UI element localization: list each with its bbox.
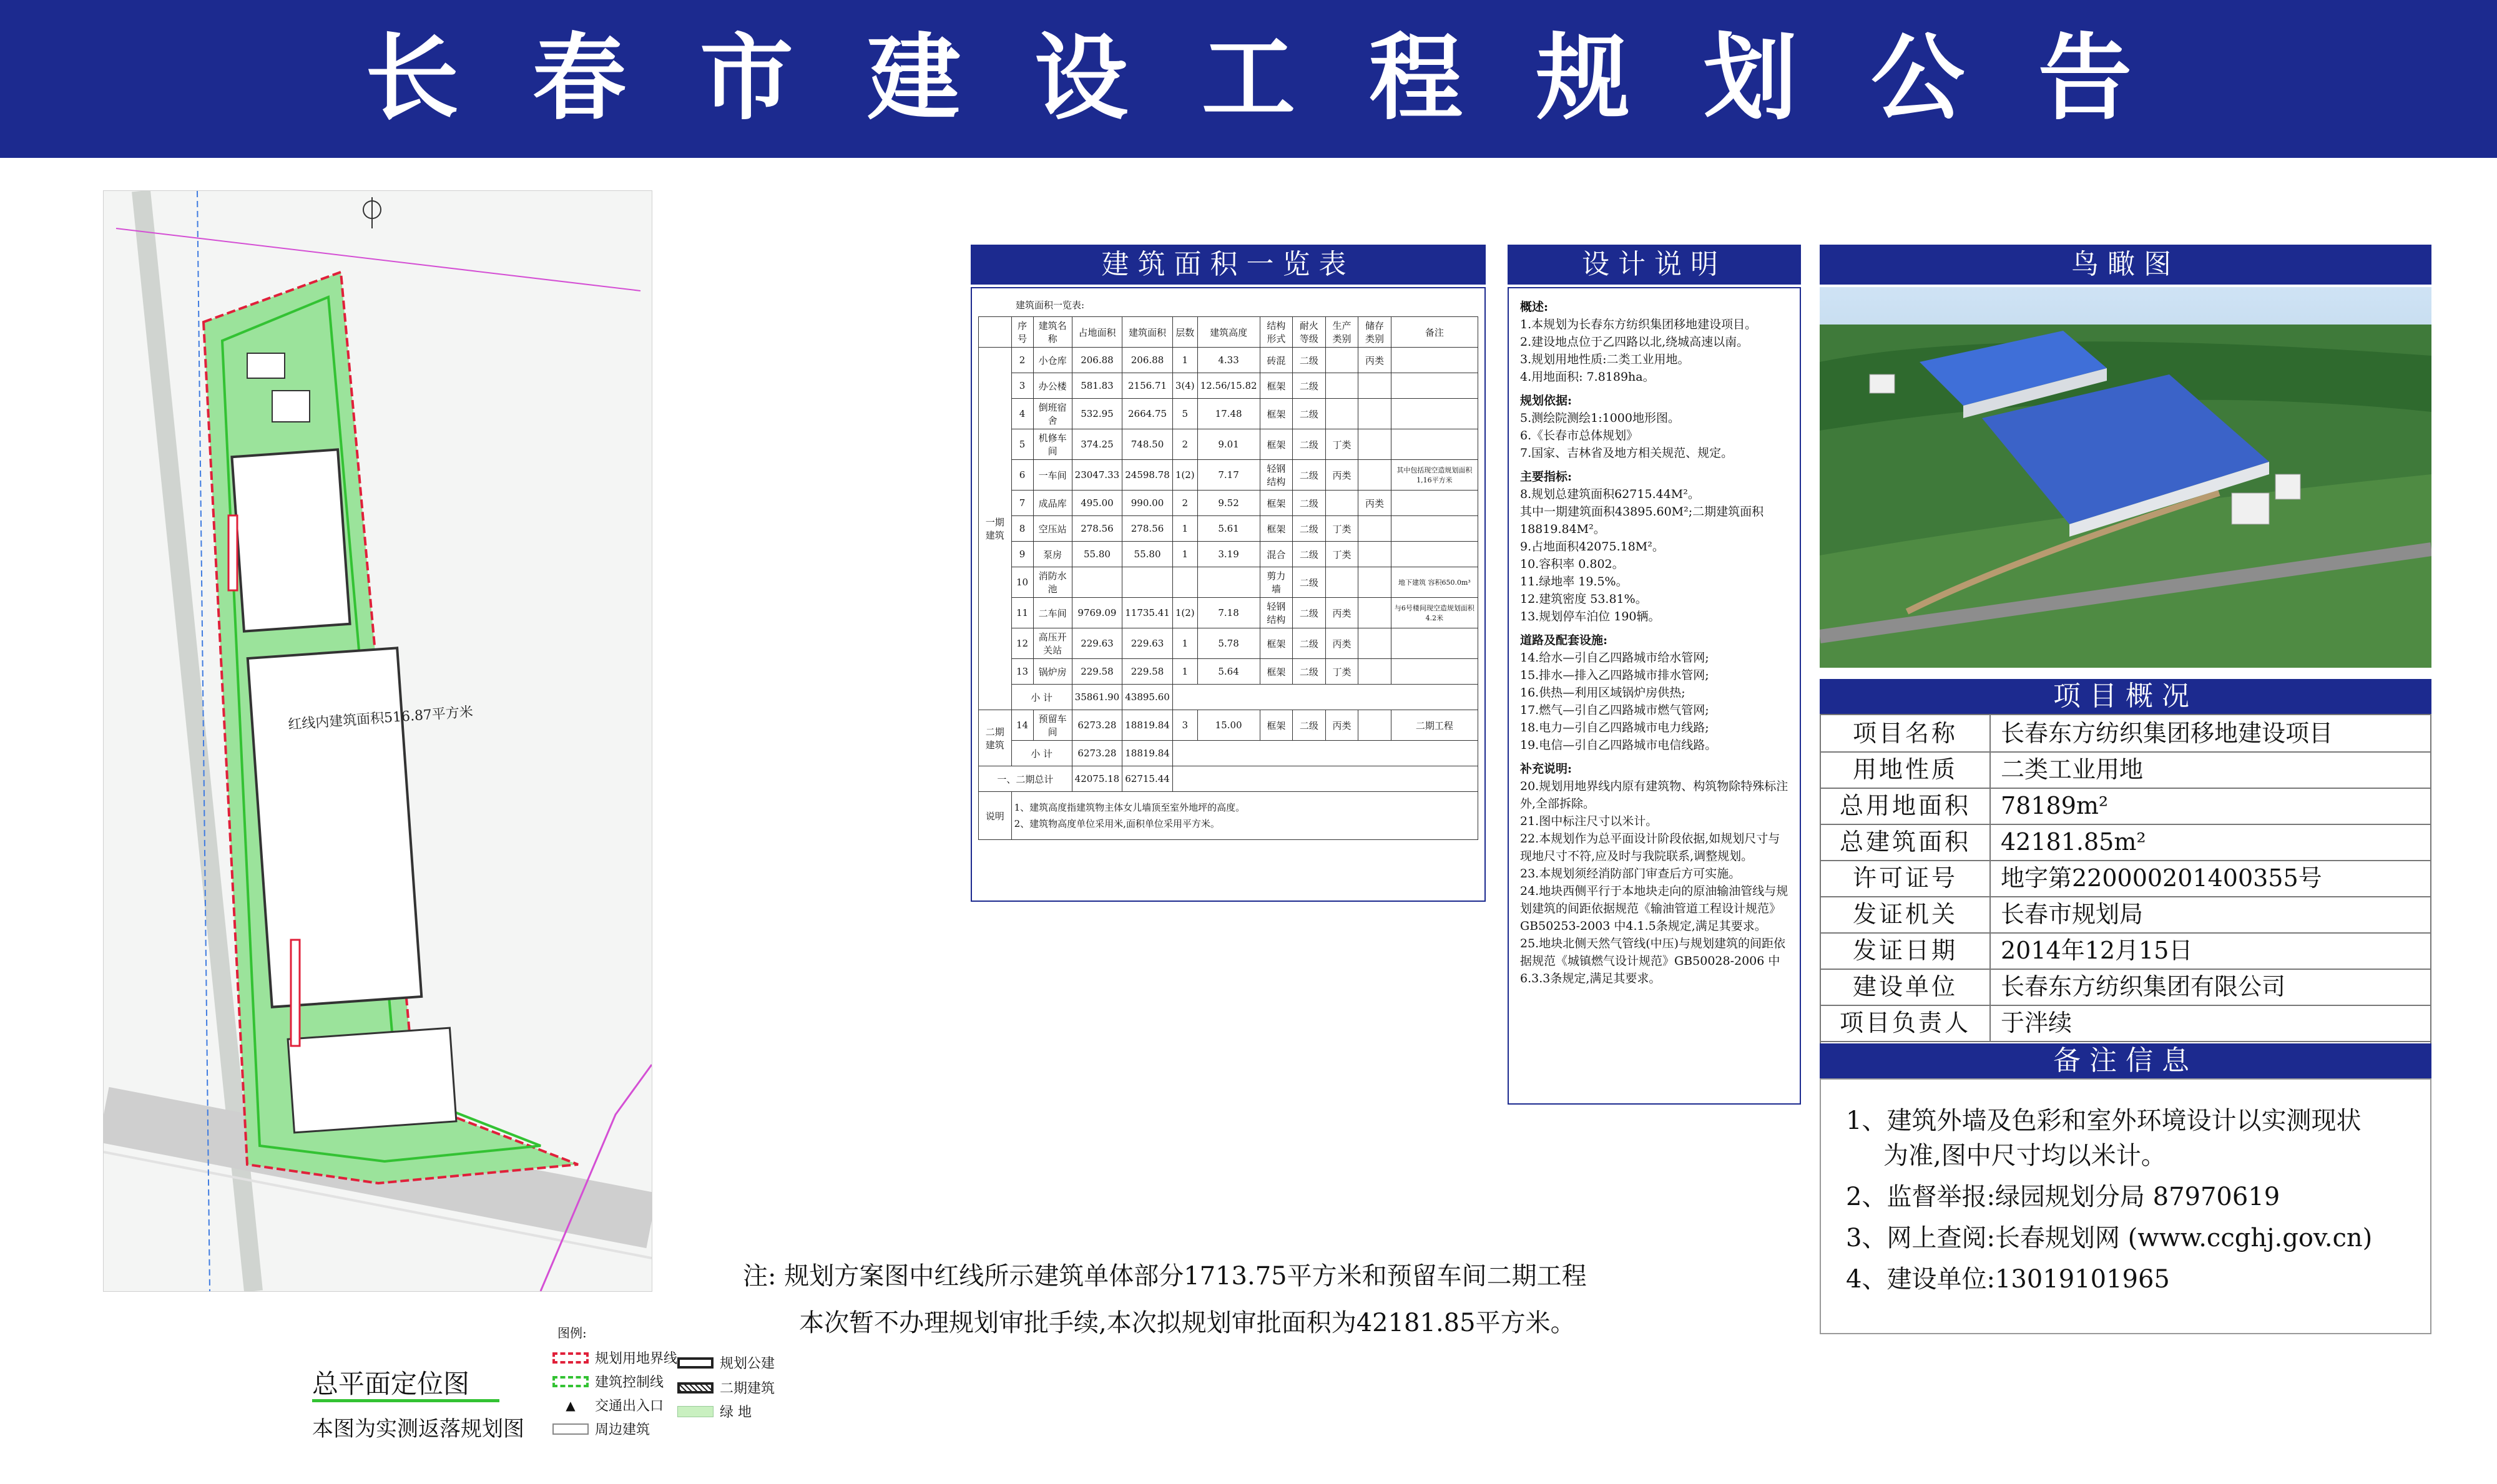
info-row xyxy=(1821,932,2430,970)
notes-line: 14.给水—引自乙四路城市给水管网; xyxy=(1520,651,1709,665)
remark-line: 2、监督举报:绿园规划分局 87970619 xyxy=(1846,1183,2280,1211)
notes-line: 其中一期建筑面积43895.60M²;二期建筑面积18819.84M²。 xyxy=(1520,505,1764,536)
info-label: 用地性质 xyxy=(1821,751,1991,788)
table-row: 4 倒班宿舍 532.95 2664.75 5 17.48 框架 二级 xyxy=(979,399,1478,429)
table-row: 10 消防水池 剪力墙 二级 地下建筑 容积650.0m³ xyxy=(979,567,1478,598)
info-value: 2014年12月15日 xyxy=(2001,937,2193,964)
notes-section-title: 补充说明: xyxy=(1520,762,1572,776)
info-label: 项目负责人 xyxy=(1821,1005,1991,1041)
info-label: 许可证号 xyxy=(1821,860,1991,896)
notes-line: 10.容积率 0.802。 xyxy=(1520,557,1624,571)
design-notes-header: 设计说明 xyxy=(1508,245,1801,285)
info-label: 建设单位 xyxy=(1821,969,1991,1005)
entrance-icon: ▲ xyxy=(566,1397,576,1413)
notes-line: 23.本规划须经消防部门审查后方可实施。 xyxy=(1520,867,1741,881)
legend-label: 规划用地界线 xyxy=(595,1351,678,1367)
table-row: 一期建筑 2 小仓库 206.88 206.88 1 4.33 砖混 二级 丙类 xyxy=(979,348,1478,373)
notes-line: 4.用地面积: 7.8189ha。 xyxy=(1520,370,1655,384)
header-banner xyxy=(0,0,2497,158)
notes-line: 2.建设地点位于乙四路以北,绕城高速以南。 xyxy=(1520,335,1749,349)
notes-line: 11.绿地率 19.5%。 xyxy=(1520,575,1628,588)
title-underline xyxy=(312,1399,499,1402)
info-value: 42181.85m² xyxy=(2001,828,2146,856)
notes-line: 21.图中标注尺寸以米计。 xyxy=(1520,814,1658,828)
notes-line: 25.地块北侧天然气管线(中压)与规划建筑的间距依据规范《城镇燃气设计规范》GB50028-2006 中6.3.3条规定,满足其要求。 xyxy=(1520,937,1786,985)
site-map-title: 总平面定位图 xyxy=(312,1369,470,1399)
table-row: 6 一车间 23047.33 24598.78 1(2) 7.17 轻钢结构 二级 丙类 其中包括现空造规划面积1,16平方米 xyxy=(979,460,1478,491)
aerial-rendering xyxy=(1820,287,2431,668)
table-row: 13 锅炉房 229.58 229.58 1 5.64 框架 二级 丁类 xyxy=(979,659,1478,685)
table-row: 5 机修车间 374.25 748.50 2 9.01 框架 二级 丁类 xyxy=(979,429,1478,460)
legend-swatch xyxy=(552,1376,589,1387)
area-table-panel xyxy=(971,287,1486,902)
legend-label: 绿 地 xyxy=(720,1405,752,1420)
phase2-row: 二期建筑 14 预留车间 6273.28 18819.84 3 15.00 框架 二级 丙类 二期工程 xyxy=(979,710,1478,741)
legend-label: 周边建筑 xyxy=(595,1422,650,1438)
info-value: 长春市规划局 xyxy=(2001,901,2144,928)
page-title: 长春市建设工程规划公告 xyxy=(365,24,2205,133)
info-row xyxy=(1821,751,2430,789)
info-value: 于泮续 xyxy=(2001,1009,2073,1037)
area-table xyxy=(978,316,1478,840)
legend-item xyxy=(677,1402,752,1421)
legend-title: 图例: xyxy=(557,1325,587,1340)
info-label: 总用地面积 xyxy=(1821,788,1991,824)
notes-line: 13.规划停车泊位 190辆。 xyxy=(1520,610,1661,623)
notes-line: 9.占地面积42075.18M²。 xyxy=(1520,540,1664,554)
footnote-row: 说明 1、建筑高度指建筑物主体女儿墙顶至室外地坪的高度。 2、建筑物高度单位采用米,面积单位采用平方米。 xyxy=(979,792,1478,840)
footnote: 1、建筑高度指建筑物主体女儿墙顶至室外地坪的高度。 xyxy=(1014,802,1245,813)
legend-item xyxy=(552,1419,650,1438)
project-header: 项目概况 xyxy=(1820,679,2431,714)
notes-section-title: 道路及配套设施: xyxy=(1520,633,1608,647)
table-header-row: 序号 建筑名称 占地面积 建筑面积 层数 建筑高度 结构形式 耐火等级 生产类别 储存类别 备注 xyxy=(979,317,1478,348)
remark-line: 为准,图中尺寸均以米计。 xyxy=(1883,1141,2166,1170)
info-row xyxy=(1821,1005,2430,1042)
site-annotation: 红线内建筑面积516.87平方米 xyxy=(287,704,474,733)
info-label: 发证日期 xyxy=(1821,932,1991,969)
legend-label: 交通出入口 xyxy=(595,1399,664,1414)
site-map-subtitle: 本图为实测返落规划图 xyxy=(312,1417,524,1442)
notes-line: 19.电信—引自乙四路城市电信线路。 xyxy=(1520,738,1717,752)
notes-line: 15.排水—排入乙四路城市排水管网; xyxy=(1520,668,1709,682)
notes-section-title: 概述: xyxy=(1520,300,1549,314)
notes-section-title: 规划依据: xyxy=(1520,394,1572,408)
notes-line: 1.本规划为长春东方纺织集团移地建设项目。 xyxy=(1520,318,1757,331)
area-table-caption: 建筑面积一览表: xyxy=(1016,300,1085,311)
info-row xyxy=(1821,824,2430,861)
legend-item xyxy=(677,1378,775,1397)
notes-line: 20.规划用地界线内原有建筑物、构筑物除特殊标注外,全部拆除。 xyxy=(1520,779,1788,811)
remark-line: 1、建筑外墙及色彩和室外环境设计以实测现状 xyxy=(1846,1106,2362,1135)
table-row: 12 高压开关站 229.63 229.63 1 5.78 框架 二级 丙类 xyxy=(979,628,1478,659)
legend-swatch xyxy=(677,1382,714,1394)
notes-line: 6.《长春市总体规划》 xyxy=(1520,429,1639,442)
legend-item xyxy=(677,1353,775,1372)
total-row: 一、二期总计 42075.18 62715.44 xyxy=(979,766,1478,792)
notes-line: 12.建筑密度 53.81%。 xyxy=(1520,592,1647,606)
site-plan-map xyxy=(103,190,652,1292)
project-info-table xyxy=(1820,714,2431,1043)
map-legend xyxy=(552,1323,840,1448)
legend-item xyxy=(552,1372,664,1391)
table-row: 7 成品库 495.00 990.00 2 9.52 框架 二级 丙类 xyxy=(979,491,1478,516)
area-table-header: 建筑面积一览表 xyxy=(971,245,1486,285)
info-row xyxy=(1821,860,2430,897)
aerial-image xyxy=(1820,287,2431,668)
table-row: 11 二车间 9769.09 11735.41 1(2) 7.18 轻钢结构 二级 丙类 与6号楼间现空造规划面积4.2米 xyxy=(979,598,1478,628)
notes-line: 3.规划用地性质:二类工业用地。 xyxy=(1520,353,1690,366)
legend-label: 建筑控制线 xyxy=(595,1375,664,1390)
legend-swatch xyxy=(552,1423,589,1435)
info-value: 长春东方纺织集团有限公司 xyxy=(2001,973,2286,1000)
info-label: 项目名称 xyxy=(1821,715,1991,751)
remarks-header: 备注信息 xyxy=(1820,1043,2431,1078)
info-row xyxy=(1821,715,2430,753)
table-row: 9 泵房 55.80 55.80 1 3.19 混合 二级 丁类 xyxy=(979,542,1478,567)
aerial-header: 鸟瞰图 xyxy=(1820,245,2431,285)
notes-line: 7.国家、吉林省及地方相关规范、规定。 xyxy=(1520,446,1734,460)
site-plan-drawing xyxy=(104,191,652,1291)
notes-line: 17.燃气—引自乙四路城市燃气管网; xyxy=(1520,703,1709,717)
notes-line: 22.本规划作为总平面设计阶段依据,如规划尺寸与现地尺寸不符,应及时与我院联系,调整规划。 xyxy=(1520,832,1780,863)
table-row: 8 空压站 278.56 278.56 1 5.61 框架 二级 丁类 xyxy=(979,516,1478,542)
table-row: 3 办公楼 581.83 2156.71 3(4) 12.56/15.82 框架 二级 xyxy=(979,373,1478,399)
footnote: 2、建筑物高度单位采用米,面积单位采用平方米。 xyxy=(1014,818,1220,829)
remark-line: 4、建设单位:13019101965 xyxy=(1846,1265,2170,1294)
remarks-panel xyxy=(1820,1078,2431,1334)
legend-swatch xyxy=(677,1357,714,1369)
notes-line: 24.地块西侧平行于本地块走向的原油输油管线与规划建筑的间距依据规范《输油管道工程设计规范》GB50253-2003 中4.1.5条规定,满足其要求。 xyxy=(1520,884,1788,933)
legend-item xyxy=(552,1395,664,1415)
info-row xyxy=(1821,969,2430,1006)
info-value: 二类工业用地 xyxy=(2001,756,2144,783)
info-row xyxy=(1821,788,2430,825)
bottom-note-line1: 注: 规划方案图中红线所示建筑单体部分1713.75平方米和预留车间二期工程 xyxy=(743,1262,1587,1291)
subtotal-row: 小 计 6273.28 18819.84 xyxy=(979,741,1478,766)
legend-label: 规划公建 xyxy=(720,1356,775,1372)
design-notes-panel xyxy=(1508,287,1801,1105)
legend-item xyxy=(552,1348,677,1367)
subtotal-row: 小 计 35861.90 43895.60 xyxy=(979,685,1478,710)
notes-line: 5.测绘院测绘1:1000地形图。 xyxy=(1520,411,1680,425)
info-label: 总建筑面积 xyxy=(1821,824,1991,860)
info-value: 78189m² xyxy=(2001,792,2109,819)
notes-line: 8.规划总建筑面积62715.44M²。 xyxy=(1520,487,1700,501)
bottom-note-line2: 本次暂不办理规划审批手续,本次拟规划审批面积为42181.85平方米。 xyxy=(799,1309,1576,1337)
notes-line: 18.电力—引自乙四路城市电力线路; xyxy=(1520,721,1709,735)
notes-section-title: 主要指标: xyxy=(1520,470,1572,484)
legend-label: 二期建筑 xyxy=(720,1381,775,1397)
group-label: 一期建筑 xyxy=(979,348,1012,710)
remark-line: 3、网上查阅:长春规划网 (www.ccghj.gov.cn) xyxy=(1846,1224,2373,1252)
info-value: 地字第220000201400355号 xyxy=(2001,864,2322,892)
info-label: 发证机关 xyxy=(1821,896,1991,932)
legend-swatch xyxy=(552,1352,589,1364)
info-row xyxy=(1821,896,2430,934)
notes-line: 16.供热—利用区域锅炉房供热; xyxy=(1520,686,1685,700)
info-value: 长春东方纺织集团移地建设项目 xyxy=(2001,720,2333,747)
legend-swatch xyxy=(677,1406,714,1417)
